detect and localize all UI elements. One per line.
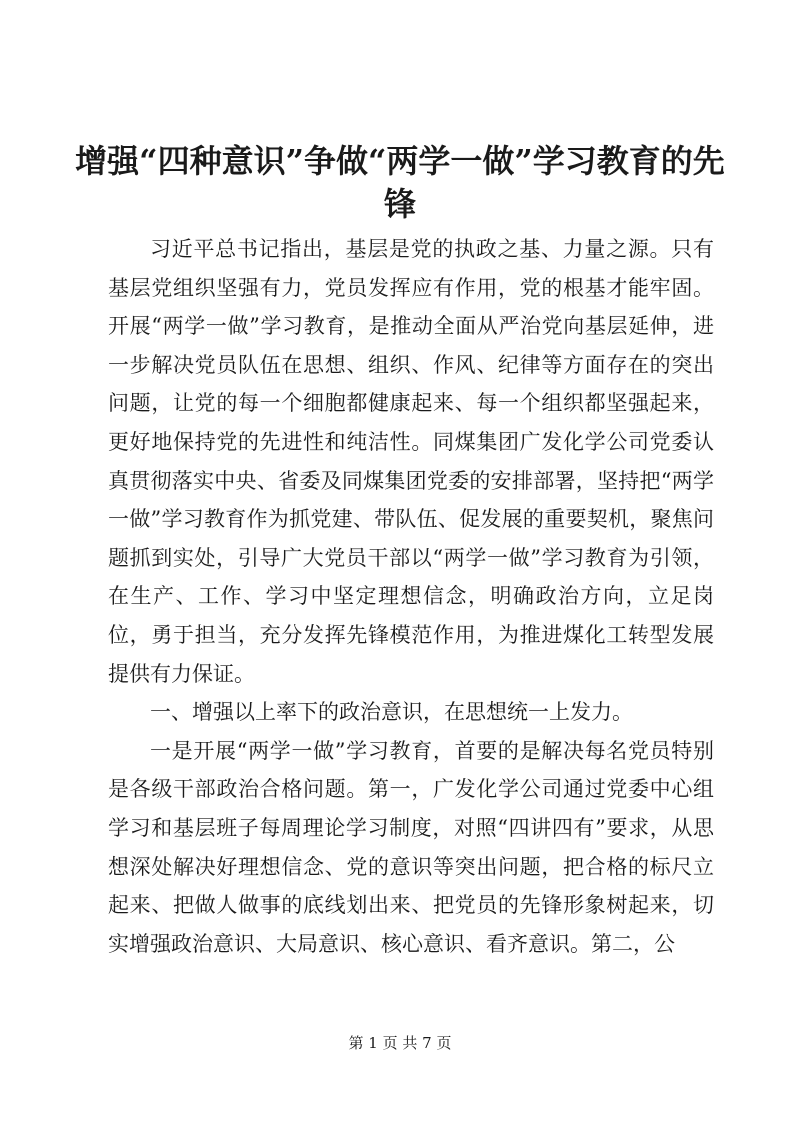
paragraph-point-1: 一是开展“两学一做”学习教育，首要的是解决每名党员特别是各级干部政治合格问题。第一，广发化学公司通过党委中心组学习和基层班子每周理论学习制度，对照“四讲四有”要求，从思想深处解决好理想信念、党的意识等突出问题，把合格的标尺立起来、把做人做事的底线划出来、把党员的先锋形象树起来，切实增强政治意识、大局意识、核心意识、看齐意识。第二，公 [108, 738, 714, 956]
document-title: 增强“四种意识”争做“两学一做”学习教育的先锋 [75, 142, 725, 223]
paragraph-intro: 习近平总书记指出，基层是党的执政之基、力量之源。只有基层党组织坚强有力，党员发挥应有作用，党的根基才能牢固。开展“两学一做”学习教育，是推动全面从严治党向基层延伸，进一步解决党员队伍在思想、组织、作风、纪律等方面存在的突出问题，让党的每一个细胞都健康起来、每一个组织都坚强起来，更好地保持党的先进性和纯洁性。同煤集团广发化学公司党委认真贯彻落实中央、省委及同煤集团党委的安排部署，坚持把“两学一做”学习教育作为抓党建、带队伍、促发展的重要契机，聚焦问题抓到实处，引导广大党员干部以“两学一做”学习教育为引领，在生产、工作、学习中坚定理想信念，明确政治方向，立足岗位，勇于担当，充分发挥先锋模范作用，为推进煤化工转型发展提供有力保证。 [108, 237, 714, 686]
page-footer: 第 1 页 共 7 页 [348, 1034, 452, 1052]
document-body [108, 230, 714, 963]
paragraph-section-heading-1: 一、增强以上率下的政治意识，在思想统一上发力。 [150, 700, 633, 725]
